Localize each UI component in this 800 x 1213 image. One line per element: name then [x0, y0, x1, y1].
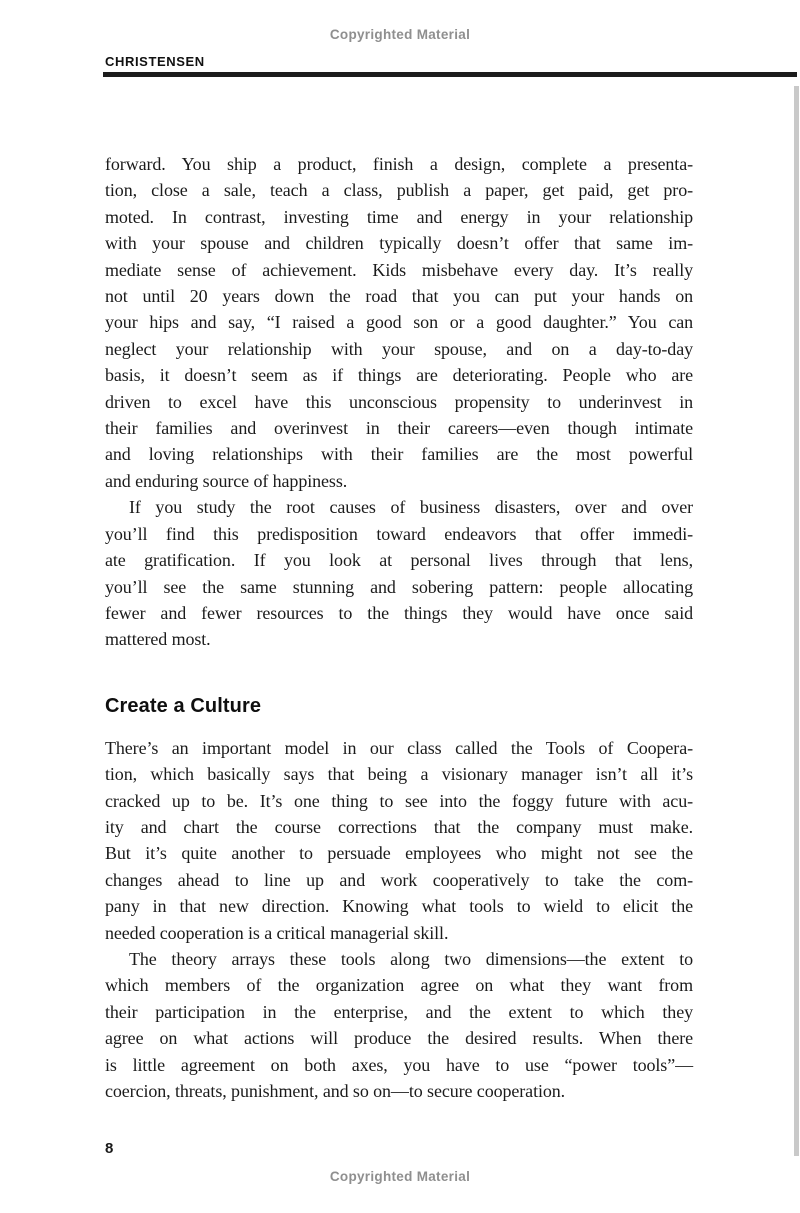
- section-heading: Create a Culture: [105, 694, 262, 717]
- text-line: your hips and say, “I raised a good son or a good daughter.” You can: [105, 312, 693, 333]
- body-text-block: [105, 151, 693, 1104]
- text-line: tion, close a sale, teach a class, publish a paper, get paid, get pro-: [105, 180, 693, 201]
- page-edge-shadow: [794, 86, 799, 1156]
- text-line: which members of the organization agree on what they want from: [105, 975, 693, 996]
- text-line: their families and overinvest in their careers—even though intimate: [105, 418, 693, 439]
- text-line: fewer and fewer resources to the things they would have once said: [105, 602, 693, 623]
- paragraph: [105, 151, 693, 494]
- text-line: you’ll find this predisposition toward endeavors that offer immedi-: [105, 523, 693, 544]
- text-line: and enduring source of happiness.: [105, 470, 348, 491]
- text-line: neglect your relationship with your spouse, and on a day-to-day: [105, 338, 693, 359]
- text-line: pany in that new direction. Knowing what tools to wield to elicit the: [105, 896, 693, 917]
- paragraph: [105, 735, 693, 946]
- text-line: with your spouse and children typically doesn’t offer that same im-: [105, 233, 693, 254]
- running-header-author: CHRISTENSEN: [105, 54, 205, 69]
- text-line: is little agreement on both axes, you have to use “power tools”—: [105, 1054, 693, 1075]
- text-line: and loving relationships with their families are the most powerful: [105, 444, 693, 465]
- text-line: tion, which basically says that being a visionary manager isn’t all it’s: [105, 764, 693, 785]
- text-line: There’s an important model in our class called the Tools of Coopera-: [105, 737, 693, 758]
- text-line: coercion, threats, punishment, and so on—to secure cooperation.: [105, 1081, 566, 1101]
- paragraph: [105, 494, 693, 652]
- text-line: you’ll see the same stunning and sobering pattern: people allocating: [105, 576, 693, 597]
- text-line: needed cooperation is a critical managerial skill.: [105, 922, 449, 943]
- text-line: ate gratification. If you look at personal lives through that lens,: [105, 550, 693, 571]
- text-line: basis, it doesn’t seem as if things are deteriorating. People who are: [105, 365, 693, 386]
- text-line: agree on what actions will produce the desired results. When there: [105, 1028, 693, 1049]
- text-line: mattered most.: [105, 629, 211, 650]
- text-line: mediate sense of achievement. Kids misbehave every day. It’s really: [105, 259, 693, 280]
- text-line: forward. You ship a product, finish a design, complete a presenta-: [105, 154, 693, 174]
- text-line: their participation in the enterprise, and the extent to which they: [105, 1001, 693, 1022]
- text-line: cracked up to be. It’s one thing to see into the foggy future with acu-: [105, 790, 693, 811]
- text-line: changes ahead to line up and work cooperatively to take the com-: [105, 869, 693, 890]
- text-line: The theory arrays these tools along two dimensions—the extent to: [129, 948, 693, 969]
- text-line: If you study the root causes of business disasters, over and over: [129, 497, 693, 518]
- page-number: 8: [105, 1140, 114, 1157]
- text-line: But it’s quite another to persuade employees who might not see the: [105, 843, 693, 864]
- text-line: driven to excel have this unconscious propensity to underinvest in: [105, 391, 693, 412]
- paragraph: [105, 946, 693, 1104]
- text-line: not until 20 years down the road that you can put your hands on: [105, 286, 693, 307]
- copyright-watermark-top: Copyrighted Material: [329, 27, 471, 42]
- copyright-watermark-bottom: Copyrighted Material: [329, 1169, 471, 1184]
- header-rule: [103, 72, 797, 77]
- text-line: moted. In contrast, investing time and energy in your relationship: [105, 206, 693, 227]
- text-line: ity and chart the course corrections that the company must make.: [105, 816, 693, 837]
